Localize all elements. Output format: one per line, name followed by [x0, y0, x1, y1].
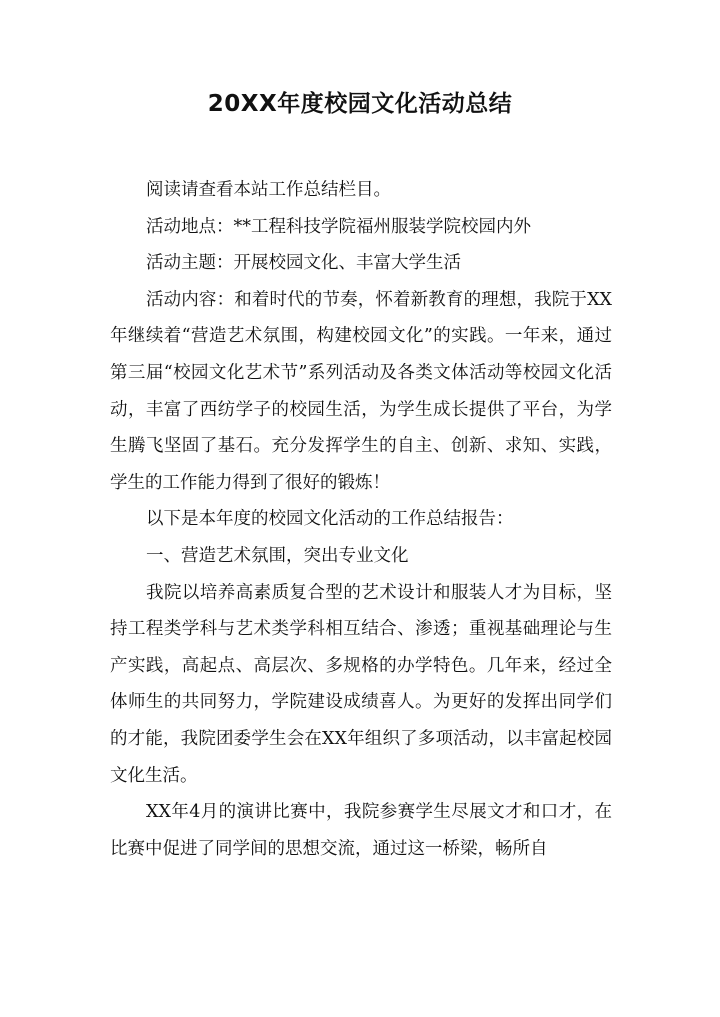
paragraph-section-1: 我院以培养高素质复合型的艺术设计和服装人才为目标，坚持工程类学科与艺术类学科相互结合、渗透；重视基础理论与生产实践，高起点、高层次、多规格的办学特色。几年来，经过全体师生的共同努力，学院建设成绩喜人。为更好的发挥出同学们的才能，我院团委学生会在XX年组织了多项活动，以丰富起校园文化生活。 — [110, 582, 612, 786]
document-body — [110, 172, 612, 867]
paragraph-intro: 阅读请查看本站工作总结栏目。 — [146, 180, 391, 200]
paragraph-content: 活动内容：和着时代的节奏，怀着新教育的理想，我院于XX年继续着“营造艺术氛围，构建校园文化”的实践。一年来，通过第三届“校园文化艺术节”系列活动及各类文体活动等校园文化活动，丰富了西纺学子的校园生活，为学生成长提供了平台，为学生腾飞坚固了基石。充分发挥学生的自主、创新、求知、实践，学生的工作能力得到了很好的锻炼！ — [110, 289, 612, 493]
paragraph-location: 活动地点：**工程科技学院福州服装学院校园内外 — [146, 216, 531, 237]
paragraph-speech-contest: XX年4月的演讲比赛中，我院参赛学生尽展文才和口才，在比赛中促进了同学间的思想交流，通过这一桥梁，畅所自 — [110, 802, 612, 859]
document-title: 20XX年度校园文化活动总结 — [207, 91, 513, 117]
paragraph-report-intro: 以下是本年度的校园文化活动的工作总结报告： — [146, 509, 514, 530]
section-heading-1: 一、营造艺术氛围，突出专业文化 — [146, 545, 409, 566]
paragraph-theme: 活动主题：开展校园文化、丰富大学生活 — [146, 253, 461, 274]
